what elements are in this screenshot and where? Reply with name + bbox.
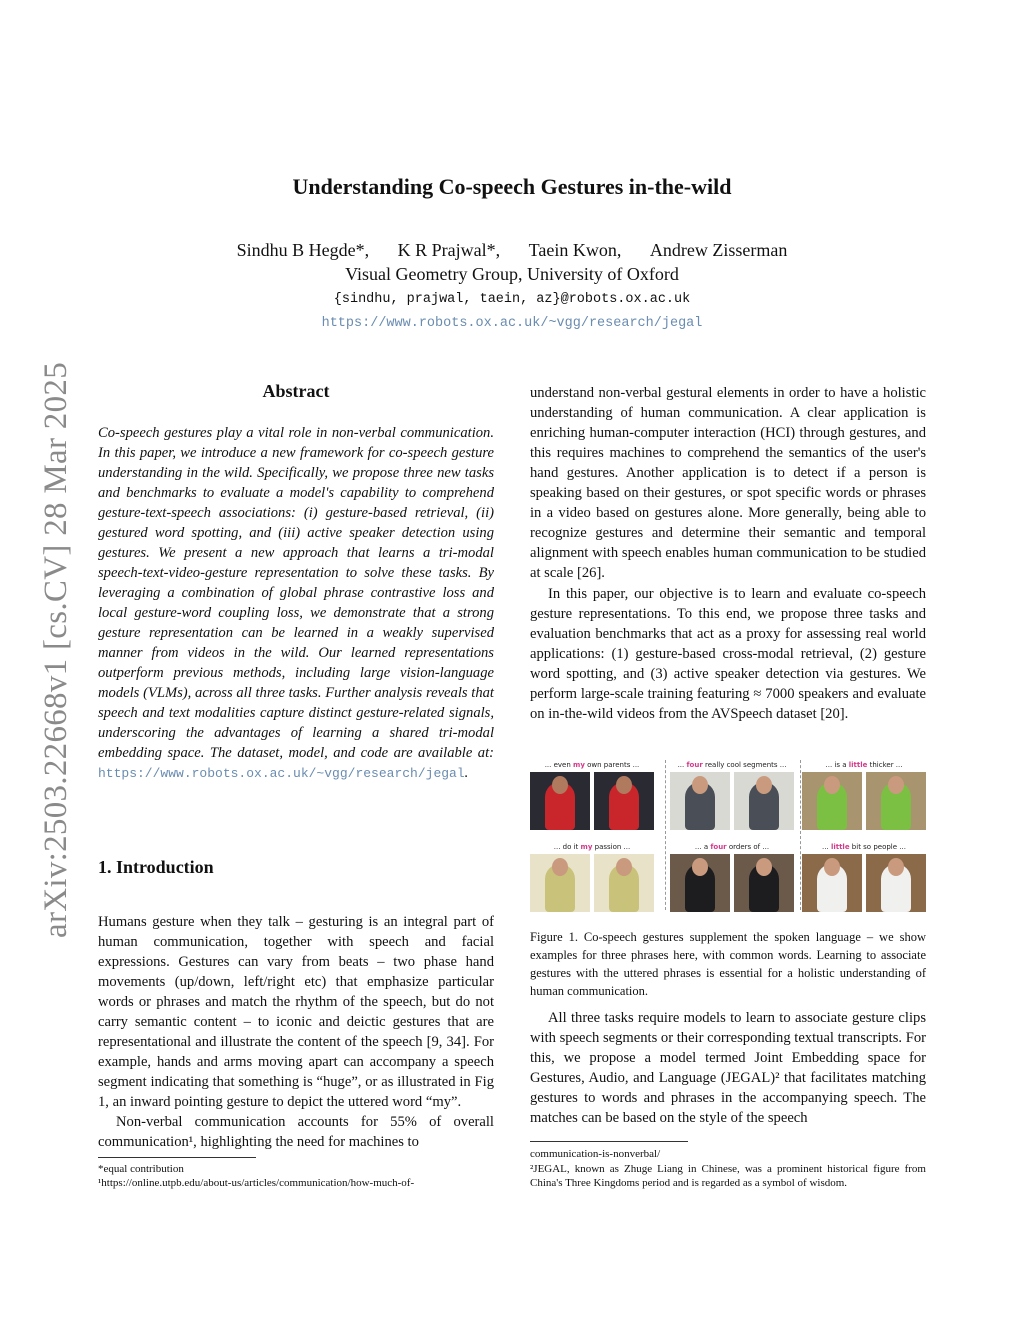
author-name: K R Prajwal*, <box>397 240 501 260</box>
intro-paragraph-1: Humans gesture when they talk – gesturing is an integral part of human communication, together with speech and facial expressions. Gestures can vary from beats – two phase hand movements (up/down, left/right etc) that emphasize particular words or phrases and match the rhythm of the speech, but do not carry semantic content – to iconic and deictic gestures that are representational and illustrate the content of the speech [9, 34]. For example, hands and arms moving apart can accompany a speech segment indicating that something is “huge”, or as illustrated in Fig 1, an inward pointing gesture to depict the uttered word “my”. <box>98 914 494 1110</box>
phrase-label: ... four really cool segments ... <box>677 761 787 769</box>
author-emails: {sindhu, prajwal, taein, az}@robots.ox.ac.uk <box>333 292 691 307</box>
video-frame <box>734 772 794 830</box>
abstract-body: Co-speech gestures play a vital role in non-verbal communication. In this paper, we introduce a new framework for co-speech gesture understanding in the wild. Specifically, we propose three new tasks and benchmarks to evaluate a model's capability to comprehend gesture-text-speech associations: (i) gesture-based retrieval, (ii) gestured word spotting, and (iii) active speaker detection using gestures. We present a new approach that learns a tri-modal speech-text-video-gesture representation to solve these tasks. By leveraging a combination of global phrase contrastive loss and local gesture-word coupling loss, we demonstrate that a strong gesture representation can be learned in a weakly supervised manner from videos in the wild. Our learned representations outperform previous methods, including large vision-language models (VLMs), across all three tasks. Further analysis reveals that speech and text modalities capture distinct gesture-related signals, underscoring the advantages of learning a shared tri-modal embedding space. The dataset, model, and code are available at: <box>98 425 494 761</box>
author-name: Taein Kwon, <box>528 240 622 260</box>
abstract-end: . <box>464 765 469 781</box>
video-frame <box>734 854 794 912</box>
affiliation: Visual Geometry Group, University of Oxford <box>345 264 679 284</box>
phrase-label: ... even my own parents ... <box>544 761 640 769</box>
abstract-project-link[interactable]: https://www.robots.ox.ac.uk/~vgg/research/jegal <box>98 766 465 781</box>
right-paragraph-1: understand non-verbal gestural elements in order to have a holistic understanding of human communication. A clear application is enriching human-computer interaction (HCI) through gestures, and this requires machines to comprehend the semantics of the user's hand gestures. Another application is to detect if a person is speaking based on their gestures, or spot specific words or phrases in a video based on gestures alone. More generally, being able to recognize gestures and determine their semantic and temporal alignment with speech enables human communication to be studied at scale [26]. <box>530 385 926 581</box>
paper-title: Understanding Co-speech Gestures in-the-wild <box>292 174 732 199</box>
phrase-label: ... a four orders of ... <box>694 843 770 851</box>
figure-group-four <box>670 760 794 910</box>
author-name: Sindhu B Hegde*, <box>236 240 370 260</box>
video-frame <box>530 854 590 912</box>
intro-paragraph-2-text: Non-verbal communication accounts for 55% of overall communication¹, highlighting the need for machines to <box>98 1114 494 1150</box>
author-list <box>0 240 1024 261</box>
footnotes-left <box>98 1162 494 1190</box>
footnote-equal-contribution: *equal contribution <box>98 1163 184 1175</box>
figure-divider <box>800 760 801 910</box>
project-url-link[interactable]: https://www.robots.ox.ac.uk/~vgg/research/jegal <box>321 316 703 331</box>
video-frame <box>530 772 590 830</box>
footnote-rule <box>98 1157 256 1158</box>
figure-group-my <box>530 760 654 910</box>
video-frame <box>594 854 654 912</box>
arxiv-identifier: arXiv:2503.22668v1 [cs.CV] 28 Mar 2025 <box>38 362 74 938</box>
right-paragraph-2 <box>530 584 926 724</box>
right-paragraph-2-text: In this paper, our objective is to learn and evaluate co-speech gesture representations. To this end, we propose three tasks and evaluation benchmarks that act as a proxy for assessing real world applications: (1) gesture-based cross-modal retrieval, (2) gesture word spotting, and (3) active speaker detection via gestures. We perform large-scale training featuring ≈ 7000 speakers and evaluate on in-the-wild videos from the AVSpeech dataset [20]. <box>530 586 926 722</box>
phrase-label: ... is a little thicker ... <box>825 761 903 769</box>
video-frame <box>670 854 730 912</box>
phrase-label: ... do it my passion ... <box>553 843 631 851</box>
author-name: Andrew Zisserman <box>649 240 788 260</box>
video-frame <box>866 772 926 830</box>
video-frame <box>866 854 926 912</box>
video-frame <box>802 772 862 830</box>
footnote-1: ¹https://online.utpb.edu/about-us/articles/communication/how-much-of- <box>98 1177 415 1189</box>
figure-divider <box>665 760 666 910</box>
footnote-rule <box>530 1141 688 1142</box>
abstract-heading: Abstract <box>262 381 330 401</box>
footnote-2: ²JEGAL, known as Zhuge Liang in Chinese, was a prominent historical figure from China's Three Kingdoms period and is regarded as a symbol of wisdom. <box>530 1163 926 1189</box>
intro-paragraph-2 <box>98 1112 494 1152</box>
video-frame <box>802 854 862 912</box>
figure-1-caption: Figure 1. Co-speech gestures supplement the spoken language – we show examples for three phrases here, with common words. Learning to associate gestures with the uttered phrases is essential for a holistic understanding of human communication. <box>530 930 926 998</box>
abstract-text <box>98 423 494 784</box>
right-paragraph-3 <box>530 1008 926 1128</box>
video-frame <box>670 772 730 830</box>
right-paragraph-3-text: All three tasks require models to learn to associate gesture clips with speech segments or their corresponding textual transcripts. For this, we propose a model termed Joint Embedding space for Gestures, Audio, and Language (JEGAL)² that facilitates matching gestures to words and phrases in the accompanying speech. The matches can be based on the style of the speech <box>530 1010 926 1126</box>
phrase-label: ... little bit so people ... <box>822 843 906 851</box>
footnote-1-continued: communication-is-nonverbal/ <box>530 1148 661 1160</box>
video-frame <box>594 772 654 830</box>
section-heading-introduction: 1. Introduction <box>98 857 214 877</box>
figure-group-little <box>802 760 926 910</box>
figure-1 <box>530 760 926 910</box>
